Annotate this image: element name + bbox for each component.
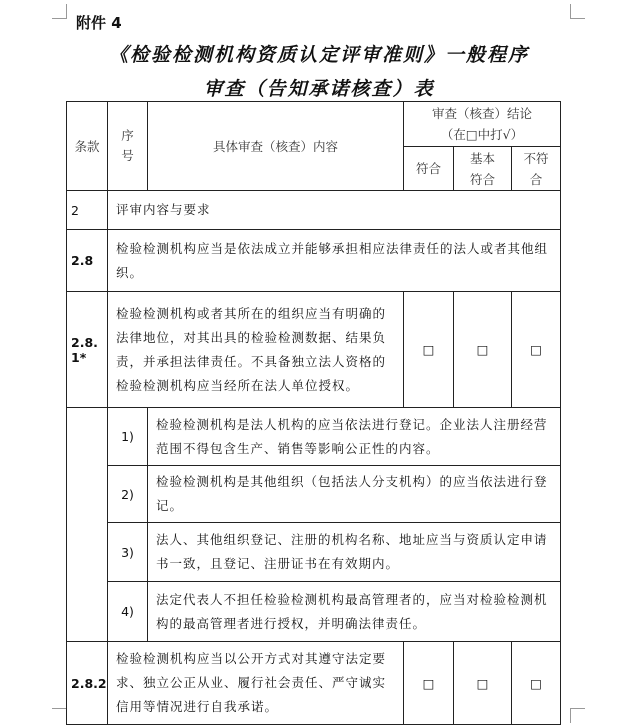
row-content: 检验检测机构是法人机构的应当依法进行登记。企业法人注册经营范围不得包含生产、销售等影响公正性的内容。 xyxy=(148,408,561,466)
checkbox-not-conform[interactable]: □ xyxy=(512,292,561,408)
row-clause-empty xyxy=(67,408,108,642)
header-seq-no-label: 序号 xyxy=(121,128,134,163)
header-conclusion-line1: 审查（核查）结论 xyxy=(431,106,532,121)
table-row xyxy=(67,466,561,523)
table-row xyxy=(67,292,561,408)
row-content: 检验检测机构或者其所在的组织应当有明确的法律地位，对其出具的检验检测数据、结果负责，并承担法律责任。不具备独立法人资格的检验检测机构应当经所在法人单位授权。 xyxy=(108,292,404,408)
row-clause: 2 xyxy=(67,191,108,230)
row-clause-label: 2.8.1* xyxy=(71,334,98,365)
row-seq: 3) xyxy=(108,523,148,582)
header-conform: 符合 xyxy=(404,147,454,191)
row-content: 法定代表人不担任检验检测机构最高管理者的，应当对检验检测机构的最高管理者进行授权，并明确法律责任。 xyxy=(148,582,561,642)
table-row xyxy=(67,642,561,725)
review-table xyxy=(66,101,561,725)
header-seq-no xyxy=(108,102,148,191)
document-title-line2: 审查（告知承诺核查）表 xyxy=(203,78,435,100)
row-clause xyxy=(67,292,108,408)
row-content: 检验检测机构是其他组织（包括法人分支机构）的应当依法进行登记。 xyxy=(148,466,561,523)
table-row xyxy=(67,408,561,466)
crop-mark-bottom-left xyxy=(52,708,67,723)
header-not-conform-label: 不符合 xyxy=(523,150,549,187)
header-conclusion xyxy=(404,102,561,147)
row-seq: 2) xyxy=(108,466,148,523)
crop-mark-bottom-right xyxy=(570,708,585,723)
header-conclusion-line2: （在□中打√） xyxy=(440,127,524,142)
row-content: 评审内容与要求 xyxy=(108,191,561,230)
header-basic-conform-label: 基本符合 xyxy=(469,150,495,187)
header-clause: 条款 xyxy=(67,102,108,191)
table-row xyxy=(67,191,561,230)
row-content: 检验检测机构应当是依法成立并能够承担相应法律责任的法人或者其他组织。 xyxy=(108,230,561,292)
header-not-conform xyxy=(512,147,561,191)
row-content: 检验检测机构应当以公开方式对其遵守法定要求、独立公正从业、履行社会责任、严守诚实信用等情况进行自我承诺。 xyxy=(108,642,404,725)
checkbox-not-conform[interactable]: □ xyxy=(512,642,561,725)
row-content: 法人、其他组织登记、注册的机构名称、地址应当与资质认定申请书一致，且登记、注册证书在有效期内。 xyxy=(148,523,561,582)
header-content: 具体审查（核查）内容 xyxy=(148,102,404,191)
row-clause: 2.8.2 xyxy=(67,642,108,725)
row-seq: 1) xyxy=(108,408,148,466)
table-row xyxy=(67,230,561,292)
crop-mark-top-right xyxy=(570,4,585,19)
checkbox-conform[interactable]: □ xyxy=(404,642,454,725)
table-header-row xyxy=(67,102,561,147)
header-basic-conform xyxy=(454,147,512,191)
checkbox-basic-conform[interactable]: □ xyxy=(454,642,512,725)
table-row xyxy=(67,582,561,642)
row-seq: 4) xyxy=(108,582,148,642)
row-clause: 2.8 xyxy=(67,230,108,292)
checkbox-conform[interactable]: □ xyxy=(404,292,454,408)
checkbox-basic-conform[interactable]: □ xyxy=(454,292,512,408)
table-row xyxy=(67,523,561,582)
attachment-label: 附件 4 xyxy=(76,14,122,32)
crop-mark-top-left xyxy=(52,4,67,19)
document-title-line1: 《检验检测机构资质认定评审准则》一般程序 xyxy=(108,44,529,66)
